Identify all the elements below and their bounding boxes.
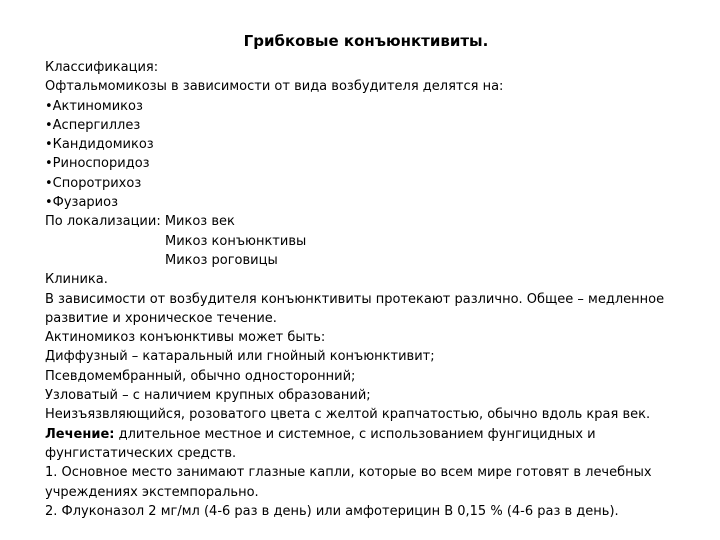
text-line-localization-conjunctiva: Микоз конъюнктивы xyxy=(165,233,307,249)
slide-title: Грибковые конъюнктивиты. xyxy=(243,32,489,50)
text-line-clinic-course-cont: развитие и хроническое течение. xyxy=(45,310,277,326)
text-line-treatment-item-1-cont: учреждениях экстемпорально. xyxy=(45,484,259,500)
text-line-clinic-course: В зависимости от возбудителя конъюнктивиты протекают различно. Общее – медленное xyxy=(45,291,665,307)
text-line-actinomycosis-forms: Актиномикоз конъюнктивы может быть: xyxy=(45,330,326,346)
bullet-item-fusariosis: •Фузариоз xyxy=(45,195,118,211)
text-line-form-nonulcerating: Неизъязвляющийся, розоватого цвета с желтой крапчатостью, обычно вдоль края век. xyxy=(45,407,651,423)
text-line-form-pseudomembranous: Псевдомембранный, обычно односторонний; xyxy=(45,368,356,384)
bullet-item-candidomycosis: •Кандидомикоз xyxy=(45,137,154,153)
text-line-treatment-item-2: 2. Флуконазол 2 мг/мл (4-6 раз в день) или амфотерицин В 0,15 % (4-6 раз в день). xyxy=(45,503,619,519)
treatment-label: Лечение: xyxy=(45,426,115,442)
text-line-form-nodular: Узловатый – с наличием крупных образований; xyxy=(45,388,371,404)
text-line-classification-heading: Классификация: xyxy=(45,60,159,75)
treatment-text: длительное местное и системное, с использованием фунгицидных и xyxy=(114,426,596,442)
text-line-clinic-heading: Клиника. xyxy=(45,272,108,288)
text-line-classification-intro: Офтальмомикозы в зависимости от вида возбудителя делятся на: xyxy=(45,79,504,95)
text-line-form-diffuse: Диффузный – катаральный или гнойный конъюнктивит; xyxy=(45,349,435,365)
bullet-item-sporotrichosis: •Споротрихоз xyxy=(45,175,142,191)
bullet-item-aspergillosis: •Аспергиллез xyxy=(45,117,141,133)
text-line-treatment-item-1: 1. Основное место занимают глазные капли, которые во всем мире готовят в лечебных xyxy=(45,465,652,481)
text-line-treatment xyxy=(45,425,675,444)
text-line-localization-eyelids: По локализации: Микоз век xyxy=(45,214,235,230)
bullet-item-actinomycosis: •Актиномикоз xyxy=(45,98,143,114)
bullet-item-rhinosporidiosis: •Риноспоридоз xyxy=(45,156,150,172)
text-line-localization-cornea: Микоз роговицы xyxy=(165,252,278,268)
text-line-treatment-cont: фунгистатических средств. xyxy=(45,445,237,461)
slide-body xyxy=(45,58,675,521)
